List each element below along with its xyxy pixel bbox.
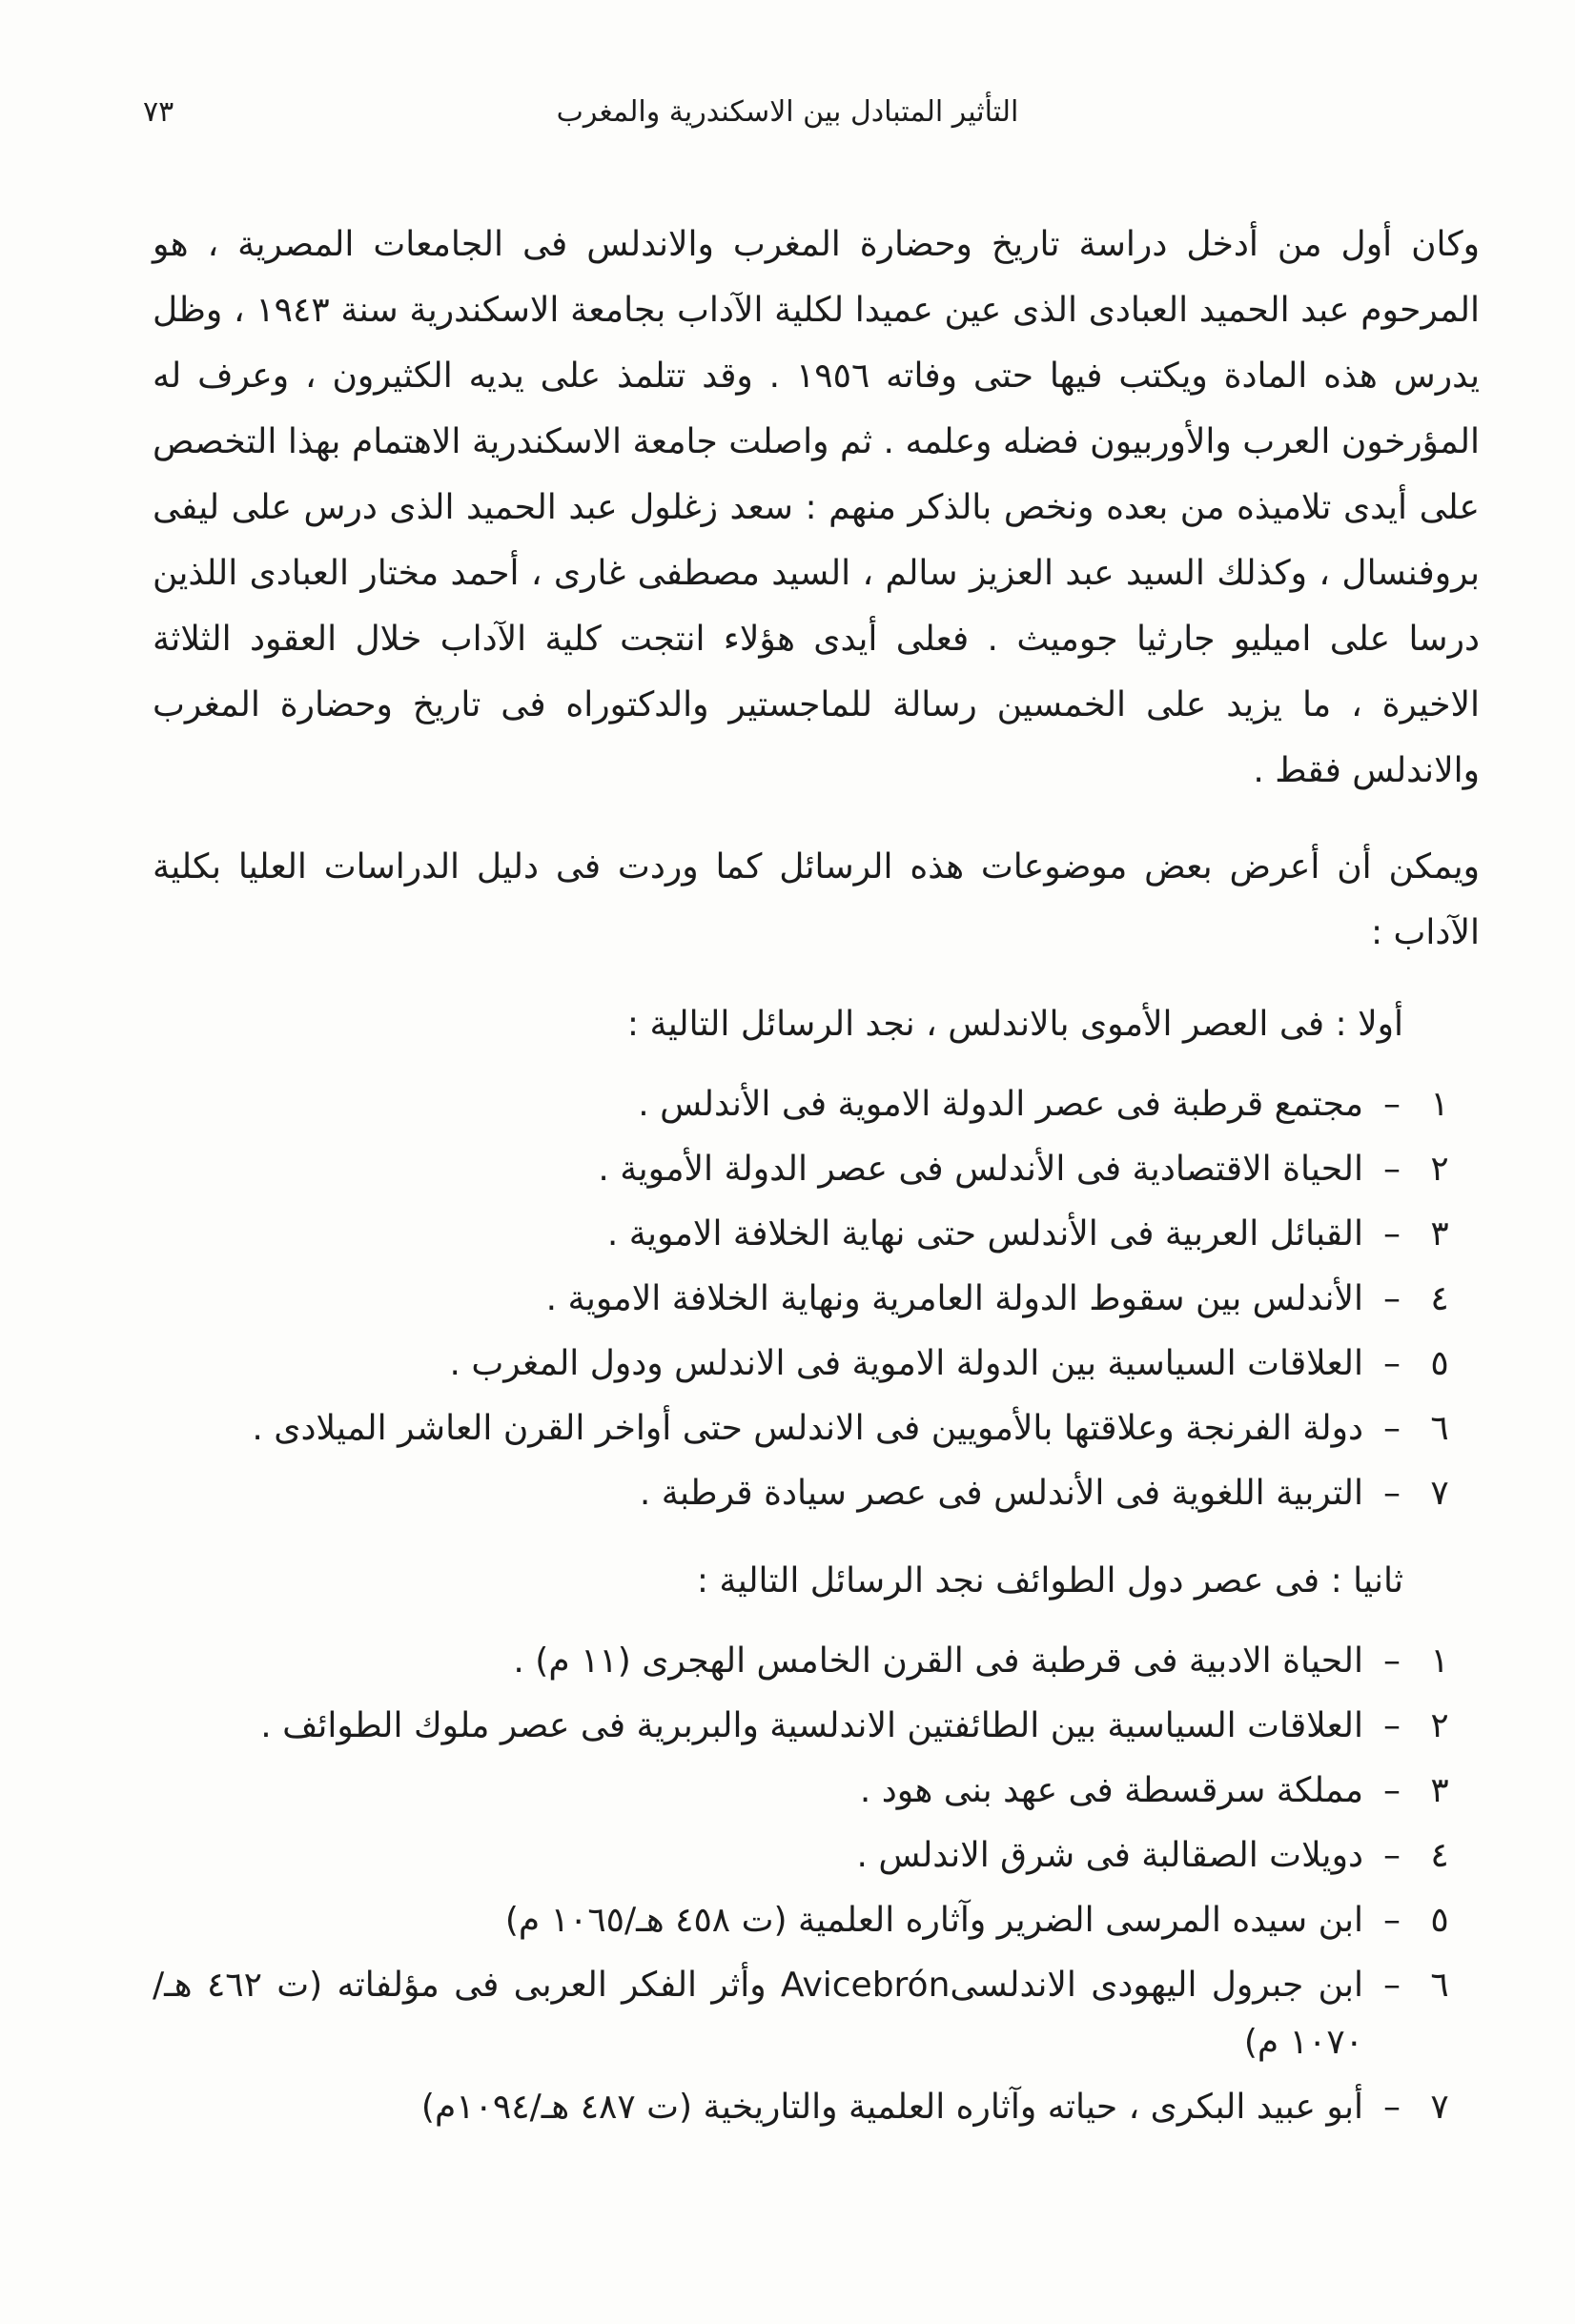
body-text — [153, 212, 1480, 2144]
list-item — [153, 1957, 1480, 2071]
thesis-list-taifa — [153, 1633, 1480, 2136]
item-number: ٥ — [1430, 1901, 1449, 1940]
item-dash: – — [1383, 1150, 1401, 1189]
list-item — [153, 1698, 1480, 1755]
item-dash: – — [1383, 1706, 1401, 1745]
item-dash: – — [1383, 1474, 1401, 1513]
item-number: ٥ — [1430, 1344, 1449, 1383]
list-item — [153, 1827, 1480, 1885]
item-dash: – — [1383, 1344, 1401, 1383]
item-text: التربية اللغوية فى الأندلس فى عصر سيادة قرطبة . — [639, 1474, 1363, 1513]
paragraph-list-intro: ويمكن أن أعرض بعض موضوعات هذه الرسائل كما وردت فى دليل الدراسات العليا بكلية الآداب : — [153, 847, 1480, 952]
item-number: ٦ — [1430, 1409, 1449, 1448]
page-number: ٧٣ — [143, 95, 174, 129]
item-text: مملكة سرقسطة فى عهد بنى هود . — [859, 1771, 1363, 1810]
item-number: ٢ — [1430, 1706, 1449, 1745]
item-text: القبائل العربية فى الأندلس حتى نهاية الخلافة الاموية . — [606, 1214, 1363, 1254]
item-number: ٦ — [1430, 1966, 1449, 2005]
item-text: العلاقات السياسية بين الطائفتين الاندلسية والبربرية فى عصر ملوك الطوائف . — [260, 1706, 1363, 1745]
item-number: ١ — [1430, 1641, 1449, 1681]
list-item — [153, 1633, 1480, 1690]
item-text: الحياة الادبية فى قرطبة فى القرن الخامس الهجرى (١١ م) . — [513, 1641, 1363, 1681]
list-item — [153, 1206, 1480, 1263]
list-item — [153, 2079, 1480, 2136]
section-heading-taifa: ثانيا : فى عصر دول الطوائف نجد الرسائل التالية : — [696, 1561, 1403, 1600]
running-header — [143, 95, 1432, 153]
item-dash: – — [1383, 1966, 1401, 2005]
item-text: مجتمع قرطبة فى عصر الدولة الاموية فى الأندلس . — [638, 1085, 1363, 1124]
item-text-arabic-part1: ابن جبرول اليهودى الاندلسى — [950, 1966, 1363, 2005]
item-text: الحياة الاقتصادية فى الأندلس فى عصر الدولة الأموية . — [598, 1150, 1363, 1189]
item-text: ابن سيده المرسى الضرير وآثاره العلمية (ت ٤٥٨ هـ/١٠٦٥ م) — [504, 1901, 1363, 1940]
list-item — [153, 1335, 1480, 1393]
list-item — [153, 1271, 1480, 1328]
item-text: الأندلس بين سقوط الدولة العامرية ونهاية الخلافة الاموية . — [545, 1279, 1363, 1318]
item-dash: – — [1383, 1085, 1401, 1124]
item-dash: – — [1383, 2088, 1401, 2127]
item-number: ٧ — [1430, 1474, 1449, 1513]
item-text: دولة الفرنجة وعلاقتها بالأمويين فى الاندلس حتى أواخر القرن العاشر الميلادى . — [252, 1409, 1363, 1448]
list-item — [153, 1892, 1480, 1949]
item-number: ٤ — [1430, 1279, 1449, 1318]
item-dash: – — [1383, 1771, 1401, 1810]
item-dash: – — [1383, 1901, 1401, 1940]
item-text: العلاقات السياسية بين الدولة الاموية فى الاندلس ودول المغرب . — [449, 1344, 1363, 1383]
item-number: ٢ — [1430, 1150, 1449, 1189]
section-heading-umayyad: أولا : فى العصر الأموى بالاندلس ، نجد الرسائل التالية : — [626, 1005, 1403, 1044]
item-dash: – — [1383, 1409, 1401, 1448]
item-number: ١ — [1430, 1085, 1449, 1124]
thesis-list-umayyad — [153, 1076, 1480, 1522]
item-number: ٤ — [1430, 1836, 1449, 1875]
list-item — [153, 1141, 1480, 1198]
item-number: ٧ — [1430, 2088, 1449, 2127]
list-item — [153, 1465, 1480, 1522]
item-dash: – — [1383, 1214, 1401, 1254]
item-dash: – — [1383, 1836, 1401, 1875]
item-number: ٣ — [1430, 1214, 1449, 1254]
item-text: أبو عبيد البكرى ، حياته وآثاره العلمية والتاريخية (ت ٤٨٧ هـ/١٠٩٤م) — [420, 2088, 1363, 2127]
item-dash: – — [1383, 1279, 1401, 1318]
item-text-latin-name: Avicebrón — [780, 1966, 951, 2005]
item-dash: – — [1383, 1641, 1401, 1681]
list-item — [153, 1076, 1480, 1133]
paragraph-intro: وكان أول من أدخل دراسة تاريخ وحضارة المغرب والاندلس فى الجامعات المصرية ، هو المرحوم عبد الحميد العبادى الذى عين عميدا لكلية الآداب بجامعة الاسكندرية سنة ١٩٤٣ ، وظل يدرس هذه المادة ويكتب فيها حتى وفاته ١٩٥٦ . وقد تتلمذ على يديه الكثيرون ، وعرف له المؤرخون العرب والأوربيون فضله وعلمه . ثم واصلت جامعة الاسكندرية الاهتمام بهذا التخصص على أيدى تلاميذه من بعده ونخص بالذكر منهم : سعد زغلول عبد الحميد الذى درس على ليفى بروفنسال ، وكذلك السيد عبد العزيز سالم ، السيد مصطفى غارى ، أحمد مختار العبادى اللذين درسا على اميليو جارثيا جوميث . فعلى أيدى هؤلاء انتجت كلية الآداب خلال العقود الثلاثة الاخيرة ، ما يزيد على الخمسين رسالة للماجستير والدكتوراه فى تاريخ وحضارة المغرب والاندلس فقط . — [153, 225, 1481, 790]
item-text — [153, 1957, 1363, 2071]
list-item — [153, 1763, 1480, 1820]
item-text: دويلات الصقالبة فى شرق الاندلس . — [856, 1836, 1363, 1875]
item-text-arabic-part2: وأثر الفكر العربى فى مؤلفاته (ت ٤٦٢ هـ/١٠٧٠ م) — [153, 1966, 1363, 2062]
list-item — [153, 1400, 1480, 1458]
running-title: التأثير المتبادل بين الاسكندرية والمغرب — [556, 95, 1019, 129]
item-number: ٣ — [1430, 1771, 1449, 1810]
